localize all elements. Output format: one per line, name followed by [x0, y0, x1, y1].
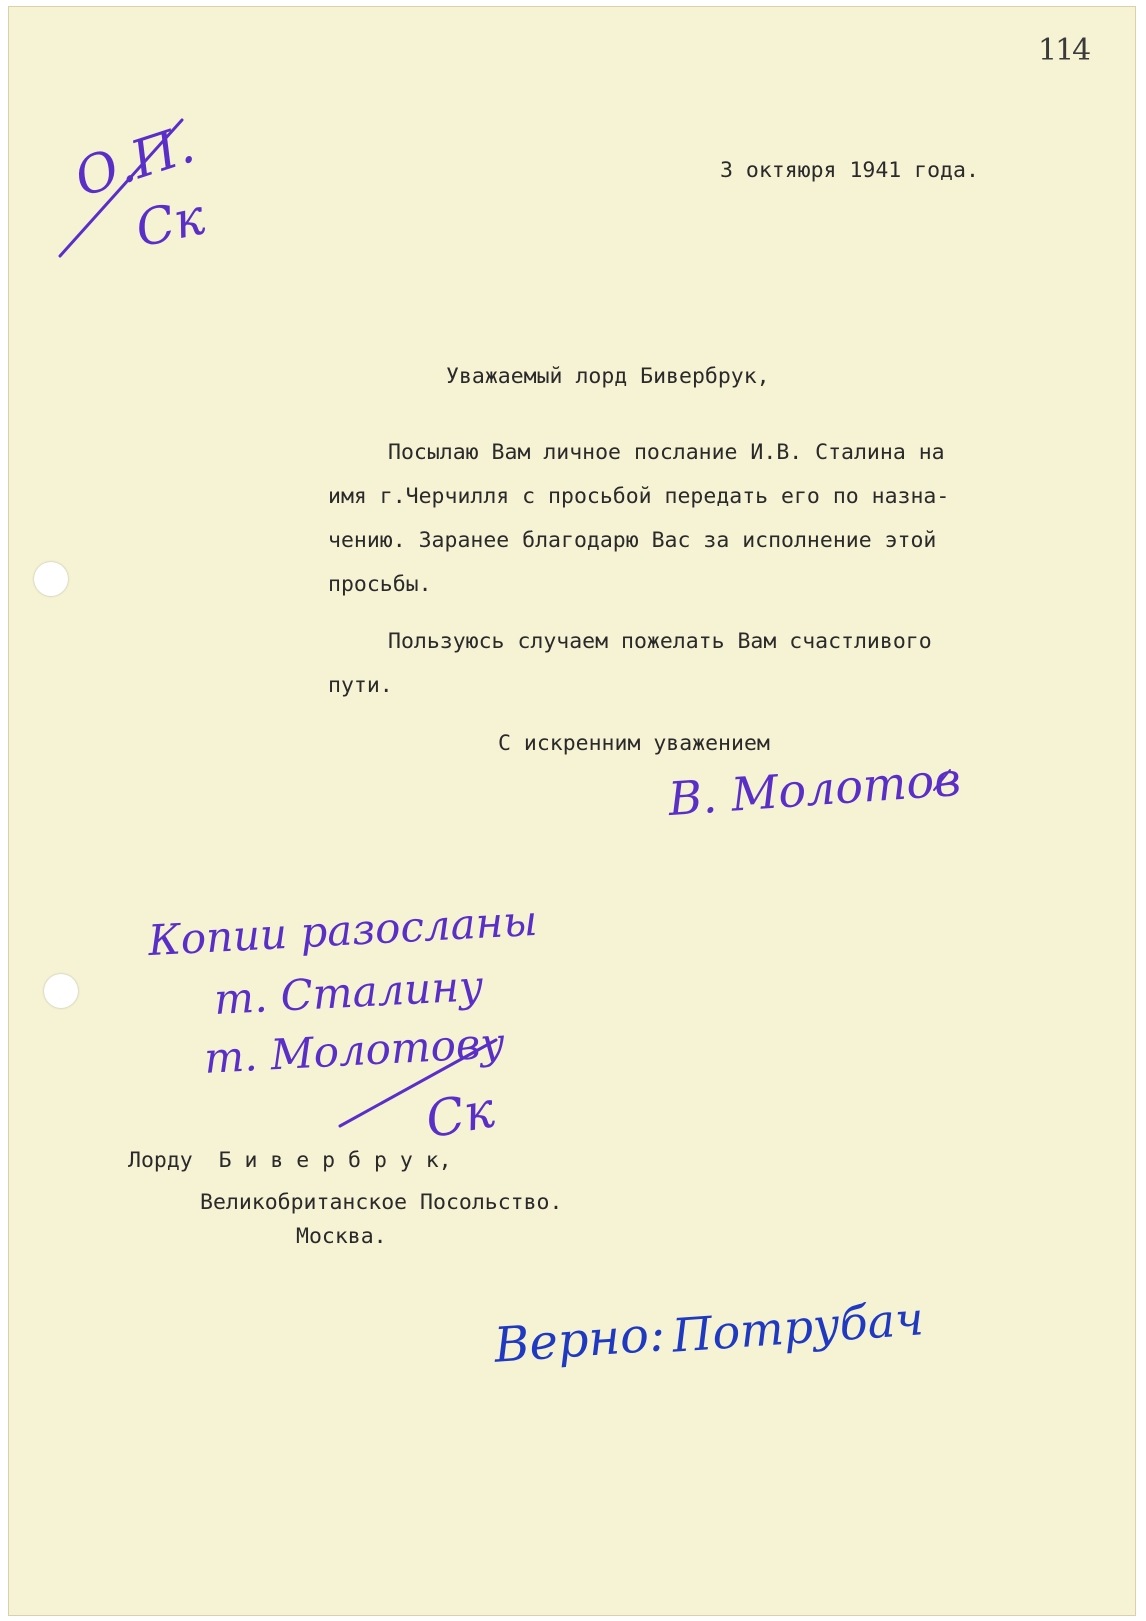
handwritten-note-line-2: т. Сталину [212, 960, 485, 1025]
stamp-initials: О.П. [67, 114, 202, 210]
address-line-1: Лорду Б и в е р б р у к, [128, 1148, 452, 1173]
page-number: 114 [1038, 33, 1090, 68]
address-line-2: Великобританское Посольство. [200, 1190, 563, 1215]
address-line-3: Москва. [296, 1224, 387, 1249]
body-paragraph-1-line-1: Посылаю Вам личное послание И.В. Сталина на [388, 440, 945, 465]
salutation: Уважаемый лорд Бивербрук, [446, 364, 770, 389]
stamp-slash-stroke [60, 120, 182, 256]
note-slash-stroke [340, 1040, 496, 1126]
signature: В. Молотов [666, 751, 963, 827]
body-paragraph-1-line-3: чению. Заранее благодарю Вас за исполнение этой [328, 528, 937, 553]
closing-line: С искренним уважением [498, 731, 770, 756]
handwritten-note-line-3: т. Молотову [202, 1018, 506, 1083]
certification-label: Верно: [492, 1306, 667, 1374]
signature-underline-stroke [934, 770, 950, 790]
certification-name: Потрубач [670, 1291, 926, 1363]
body-paragraph-1-line-2: имя г.Черчилля с просьбой передать его по назна- [328, 484, 950, 509]
body-paragraph-1-line-4: просьбы. [328, 572, 432, 597]
letter-date: 3 октяюря 1941 года. [720, 158, 979, 183]
handwritten-note-line-1: Копии разосланы [146, 895, 539, 966]
stamp-mark: Ск [130, 187, 210, 259]
body-paragraph-2-line-2: пути. [328, 673, 393, 698]
handwritten-note-mark: Ск [421, 1080, 499, 1150]
body-paragraph-2-line-1: Пользуюсь случаем пожелать Вам счастливого [388, 629, 932, 654]
